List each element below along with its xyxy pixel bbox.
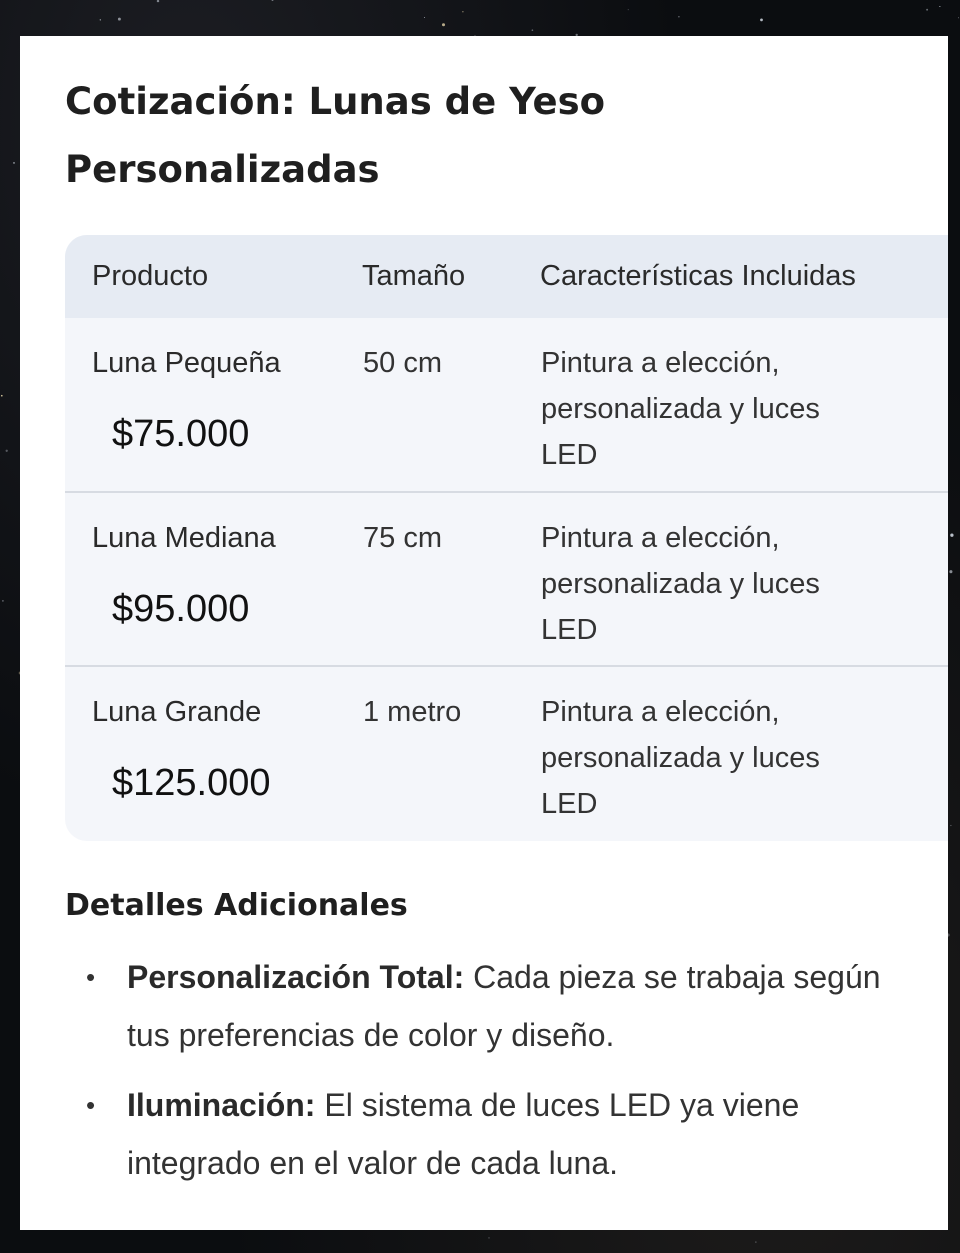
product-cell [65, 318, 362, 492]
detail-text: Cada pieza se trabaja según tus preferencias de color y diseño. [127, 959, 881, 1053]
table-row [65, 492, 948, 666]
table-row [65, 666, 948, 839]
table-row [65, 318, 948, 492]
product-cell [65, 492, 362, 666]
product-cell [65, 666, 362, 839]
header-tamano: Tamaño [362, 260, 466, 292]
table-header-row [65, 235, 948, 318]
product-price: $95.000 [112, 588, 250, 630]
size-cell: 1 metro [363, 696, 462, 728]
product-price: $125.000 [112, 762, 271, 804]
size-cell: 50 cm [363, 347, 442, 379]
features-text: Pintura a elección, personalizada y luces LED [541, 522, 820, 646]
price-table [65, 235, 948, 841]
detail-term: Iluminación: [127, 1087, 316, 1123]
product-name: Luna Pequeña [92, 347, 281, 379]
features-text: Pintura a elección, personalizada y luces LED [541, 696, 820, 820]
details-list [82, 948, 882, 1204]
page-title: Cotización: Lunas de Yeso Personalizadas [65, 80, 606, 191]
list-item [82, 948, 882, 1064]
product-price: $75.000 [112, 413, 250, 455]
bullet-icon: • [86, 962, 96, 992]
features-cell [540, 666, 948, 839]
product-name: Luna Mediana [92, 522, 276, 554]
product-name: Luna Grande [92, 696, 262, 728]
detail-text: El sistema de luces LED ya viene integrado en el valor de cada luna. [127, 1087, 800, 1181]
details-title: Detalles Adicionales [65, 888, 408, 923]
list-item [82, 1076, 882, 1192]
features-text: Pintura a elección, personalizada y luces LED [541, 347, 820, 471]
features-cell [540, 318, 948, 492]
bullet-icon: • [86, 1090, 96, 1120]
features-cell [540, 492, 948, 666]
quote-card [20, 36, 948, 1230]
header-producto: Producto [92, 260, 209, 292]
header-caracteristicas: Características Incluidas [540, 260, 856, 292]
size-cell: 75 cm [363, 522, 442, 554]
detail-term: Personalización Total: [127, 959, 465, 995]
